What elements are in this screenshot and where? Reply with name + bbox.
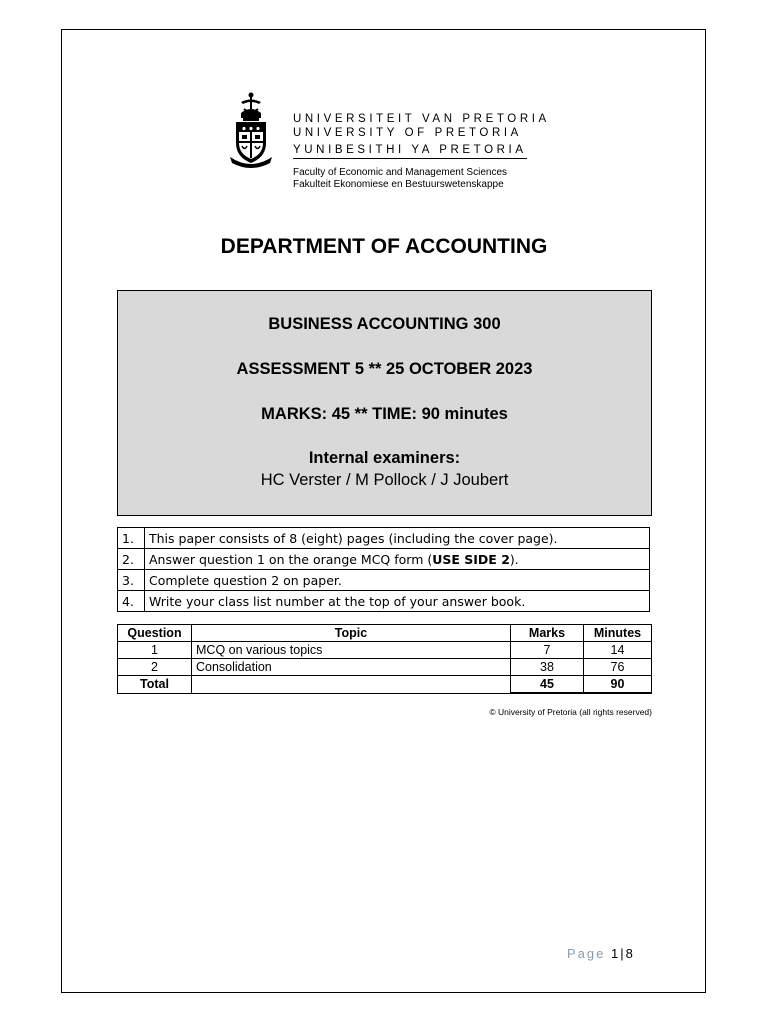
instruction-row xyxy=(118,591,650,612)
question-marks: 7 xyxy=(511,642,584,659)
questions-header-row xyxy=(118,625,652,642)
table-row xyxy=(118,642,652,659)
instruction-text-after: ). xyxy=(509,551,519,567)
instruction-row xyxy=(118,549,650,570)
faculty-names xyxy=(293,167,507,191)
page-number: Page 1|8 xyxy=(567,946,635,961)
table-row xyxy=(118,659,652,676)
header-marks: Marks xyxy=(511,625,584,642)
instruction-text-before: Answer question 1 on the orange MCQ form ( xyxy=(149,551,433,567)
header-minutes: Minutes xyxy=(584,625,652,642)
university-name-sepedi: YUNIBESITHI YA PRETORIA xyxy=(293,143,527,159)
course-title: BUSINESS ACCOUNTING 300 xyxy=(268,315,501,333)
instruction-text: This paper consists of 8 (eight) pages (including the cover page). xyxy=(145,528,650,549)
university-name-english: UNIVERSITY OF PRETORIA xyxy=(293,127,522,139)
header-question: Question xyxy=(118,625,192,642)
university-name-afrikaans: UNIVERSITEIT VAN PRETORIA xyxy=(293,113,550,125)
question-topic: Consolidation xyxy=(192,659,511,676)
assessment-info-box xyxy=(117,290,652,516)
question-minutes: 14 xyxy=(584,642,652,659)
question-marks: 38 xyxy=(511,659,584,676)
instruction-row xyxy=(118,570,650,591)
instructions-table xyxy=(117,527,650,612)
instruction-row xyxy=(118,528,650,549)
marks-time-line: MARKS: 45 ** TIME: 90 minutes xyxy=(261,405,508,423)
instruction-number: 4. xyxy=(118,591,145,612)
instruction-text-bold: USE SIDE 2 xyxy=(432,551,510,567)
question-number: 1 xyxy=(118,642,192,659)
total-label: Total xyxy=(118,676,192,694)
question-minutes: 76 xyxy=(584,659,652,676)
questions-table xyxy=(117,624,652,694)
total-row xyxy=(118,676,652,694)
department-title: DEPARTMENT OF ACCOUNTING xyxy=(220,235,548,258)
question-topic: MCQ on various topics xyxy=(192,642,511,659)
examiners-label: Internal examiners: xyxy=(308,449,461,467)
header-topic: Topic xyxy=(192,625,511,642)
question-number: 2 xyxy=(118,659,192,676)
instruction-text: Write your class list number at the top of your answer book. xyxy=(145,591,650,612)
instruction-number: 3. xyxy=(118,570,145,591)
total-topic xyxy=(192,676,511,694)
instruction-number: 1. xyxy=(118,528,145,549)
examiners-names: HC Verster / M Pollock / J Joubert xyxy=(260,471,509,489)
faculty-english: Faculty of Economic and Management Sciences xyxy=(293,167,507,178)
page-label: Page xyxy=(567,946,606,961)
instruction-text xyxy=(145,549,650,570)
instruction-number: 2. xyxy=(118,549,145,570)
university-names xyxy=(293,112,553,159)
copyright-notice: © University of Pretoria (all rights reserved) xyxy=(489,707,652,717)
page-total: 8 xyxy=(625,946,635,961)
page-current: 1 xyxy=(611,946,621,961)
total-minutes: 90 xyxy=(584,676,652,694)
university-crest-icon xyxy=(228,91,274,169)
faculty-afrikaans: Fakulteit Ekonomiese en Bestuurswetenskappe xyxy=(293,179,504,190)
instruction-text: Complete question 2 on paper. xyxy=(145,570,650,591)
total-marks: 45 xyxy=(511,676,584,694)
assessment-line: ASSESSMENT 5 ** 25 OCTOBER 2023 xyxy=(236,360,533,378)
